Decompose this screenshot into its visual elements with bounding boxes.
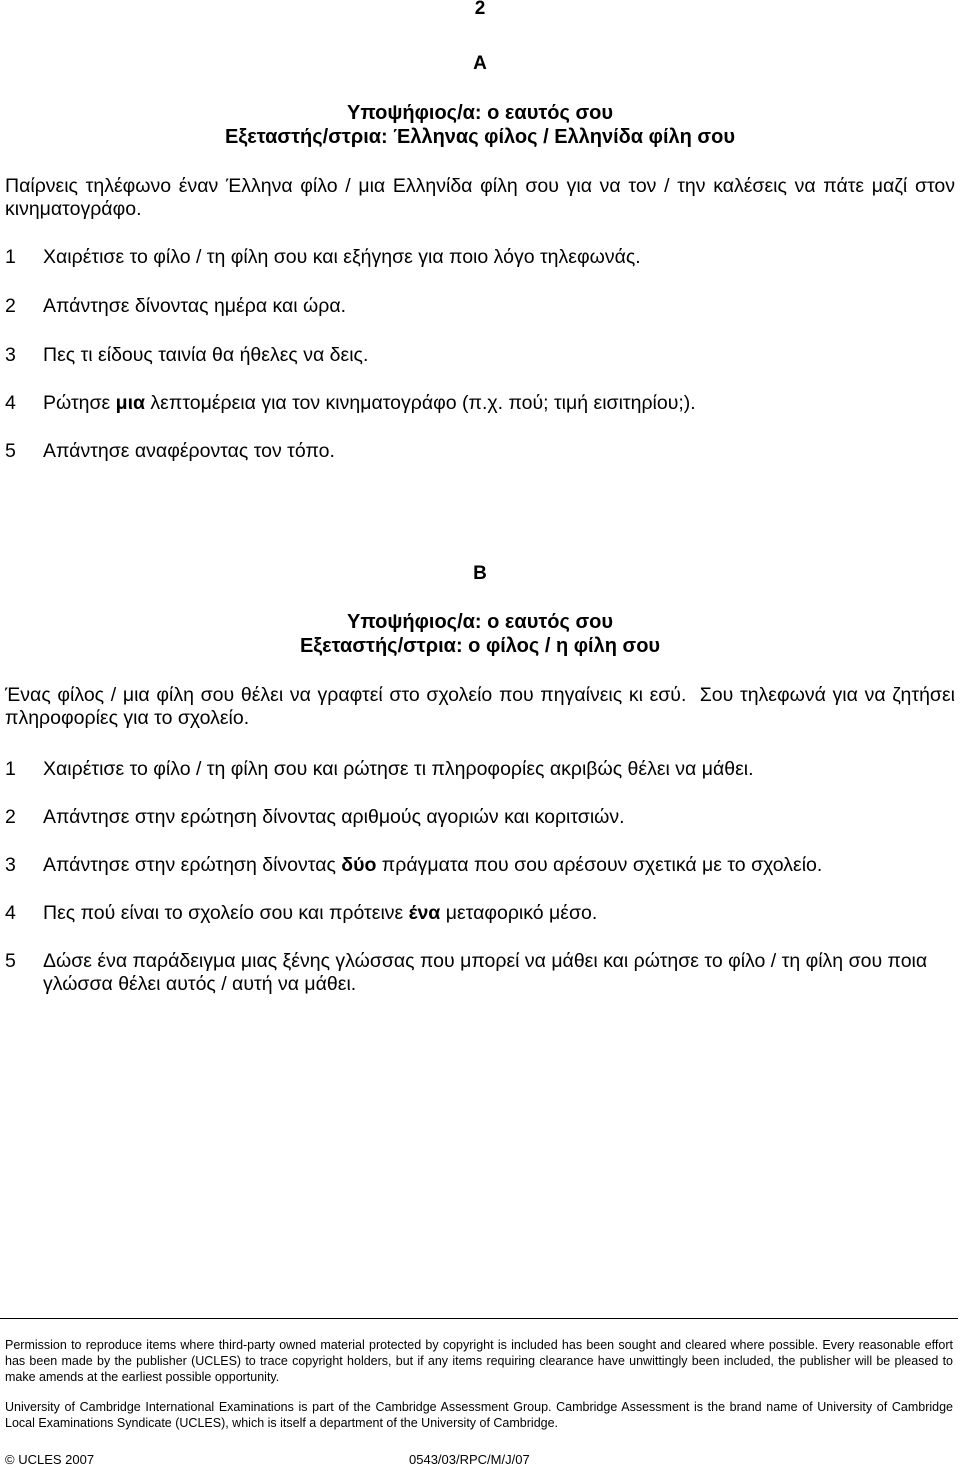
task-number: 1 bbox=[5, 758, 16, 780]
task-number: 2 bbox=[5, 295, 16, 317]
section-b-intro: Ένας φίλος / μια φίλη σου θέλει να γραφτεί στο σχολείο που πηγαίνεις κι εσύ. Σου τηλεφωνά για να ζητήσει πληροφορίες για το σχολείο. bbox=[5, 684, 960, 729]
section-b-heading: B bbox=[473, 563, 487, 584]
task-number: 2 bbox=[5, 806, 16, 828]
copyright-notice: © UCLES 2007 bbox=[5, 1452, 95, 1467]
section-b-task-2 bbox=[5, 806, 955, 829]
section-b-candidate-role: Υποψήφιος/α: ο εαυτός σου bbox=[347, 611, 613, 633]
paper-code: 0543/03/RPC/M/J/07 bbox=[409, 1452, 530, 1467]
permission-notice: Permission to reproduce items where third-party owned material protected by copyright is included has been sought and cleared where possible. Every reasonable effort has been made by the publisher (UCLES) to trace copyright holders, but if any items requiring clearance have unwittingly been included, the publisher will be pleased to make amends at the earliest possible opportunity. bbox=[5, 1338, 953, 1384]
task-number: 4 bbox=[5, 902, 16, 924]
section-a-heading: A bbox=[473, 53, 487, 74]
emphasis: ένα bbox=[408, 902, 441, 924]
emphasis: δύο bbox=[341, 854, 377, 876]
section-a-task-1 bbox=[5, 246, 955, 269]
section-b-task-3 bbox=[5, 854, 955, 877]
task-text: Χαιρέτισε το φίλο / τη φίλη σου και ρώτησε τι πληροφορίες ακριβώς θέλει να μάθει. bbox=[43, 758, 754, 780]
task-number: 4 bbox=[5, 392, 16, 414]
section-a-examiner-role: Εξεταστής/στρια: Έλληνας φίλος / Ελληνίδα φίλη σου bbox=[225, 126, 735, 148]
section-b-task-4 bbox=[5, 902, 955, 925]
task-text: Δώσε ένα παράδειγμα μιας ξένης γλώσσας που μπορεί να μάθει και ρώτησε το φίλο / τη φίλη σου ποια γλώσσα θέλει αυτός / αυτή να μάθει. bbox=[43, 950, 928, 995]
section-a-task-4 bbox=[5, 392, 955, 415]
section-a-task-2 bbox=[5, 295, 955, 318]
footer-divider bbox=[0, 1318, 958, 1319]
task-number: 5 bbox=[5, 440, 16, 462]
section-b-task-1 bbox=[5, 758, 955, 781]
page-number: 2 bbox=[474, 0, 486, 19]
task-text: Απάντησε στην ερώτηση δίνοντας αριθμούς αγοριών και κοριτσιών. bbox=[43, 806, 625, 828]
emphasis: μια bbox=[115, 392, 145, 414]
task-text: Πες τι είδους ταινία θα ήθελες να δεις. bbox=[43, 344, 369, 366]
task-number: 3 bbox=[5, 344, 16, 366]
section-a-intro: Παίρνεις τηλέφωνο έναν Έλληνα φίλο / μια Ελληνίδα φίλη σου για να τον / την καλέσεις να πάτε μαζί στον κινηματογράφο. bbox=[5, 175, 955, 220]
task-text: Χαιρέτισε το φίλο / τη φίλη σου και εξήγησε για ποιο λόγο τηλεφωνάς. bbox=[43, 246, 641, 268]
section-a-task-3 bbox=[5, 344, 955, 367]
task-number: 3 bbox=[5, 854, 16, 876]
task-text: Απάντησε στην ερώτηση δίνοντας δύο πράγματα που σου αρέσουν σχετικά με το σχολείο. bbox=[43, 854, 823, 876]
section-a-task-5 bbox=[5, 440, 955, 463]
task-text: Απάντησε δίνοντας ημέρα και ώρα. bbox=[43, 295, 347, 317]
university-notice: University of Cambridge International Examinations is part of the Cambridge Assessment Group. Cambridge Assessment is the brand name of University of Cambridge Local Examinations Syndicate (UCLES), which is itself a department of the University of Cambridge. bbox=[5, 1400, 953, 1430]
task-text: Απάντησε αναφέροντας τον τόπο. bbox=[43, 440, 335, 462]
task-number: 1 bbox=[5, 246, 16, 268]
task-text: Πες πού είναι το σχολείο σου και πρότεινε ένα μεταφορικό μέσο. bbox=[43, 902, 598, 924]
task-text: Ρώτησε μια λεπτομέρεια για τον κινηματογράφο (π.χ. πού; τιμή εισιτηρίου;). bbox=[43, 392, 696, 414]
section-b-examiner-role: Εξεταστής/στρια: ο φίλος / η φίλη σου bbox=[299, 635, 661, 657]
task-number: 5 bbox=[5, 950, 16, 972]
section-b-task-5 bbox=[5, 950, 955, 996]
section-a-candidate-role: Υποψήφιος/α: ο εαυτός σου bbox=[347, 102, 613, 124]
